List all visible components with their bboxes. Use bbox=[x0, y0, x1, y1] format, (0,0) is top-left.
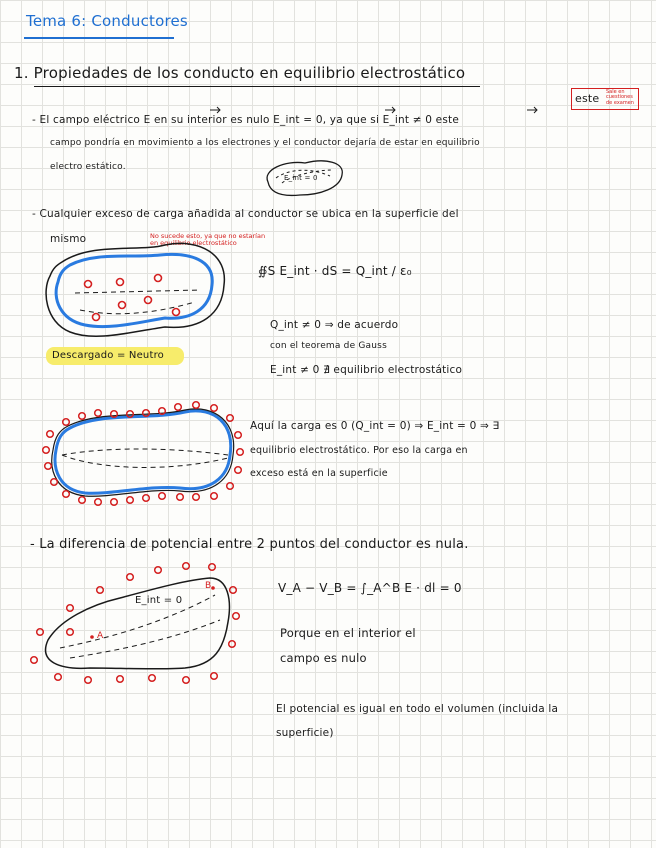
exam-note-tiny: Sale en cuestiones de examen bbox=[606, 89, 634, 106]
aqui-line1: Aquí la carga es 0 (Q_int = 0) ⇒ E_int = 0 ⇒ ∃ bbox=[250, 420, 500, 432]
porque-line2: campo es nulo bbox=[280, 651, 367, 665]
potencial-line2: superficie) bbox=[276, 727, 334, 739]
potencial-line1: El potencial es igual en todo el volumen (incluida la bbox=[276, 703, 559, 715]
conductor-outline-3 bbox=[46, 578, 230, 669]
gauss-q3: E_int ≠ 0 ∄ equilibrio electrostático bbox=[270, 364, 463, 376]
b1-line2: campo pondría en movimiento a los electrones y el conductor dejaría de estar en equilibrio bbox=[50, 138, 480, 148]
vector-arrow-icon bbox=[210, 107, 220, 113]
b2-red-note: No sucede esto, ya que no estarían en equilibrio electrostático bbox=[150, 232, 266, 247]
exam-note-word: este bbox=[575, 92, 600, 105]
section-heading: 1. Propiedades de los conducto en equilibrio electrostático bbox=[14, 64, 466, 82]
b2-line2: mismo bbox=[50, 233, 87, 245]
aqui-line2: equilibrio electrostático. Por eso la carga en bbox=[250, 445, 468, 456]
aqui-line3: exceso está en la superficie bbox=[250, 468, 388, 479]
gauss-law: ∯S E_int · dS = Q_int / ε₀ bbox=[258, 264, 412, 278]
point-a-label: A bbox=[97, 631, 104, 641]
b1-blob-label: E_int = 0 bbox=[284, 174, 318, 182]
gauss-q1: Q_int ≠ 0 ⇒ de acuerdo bbox=[270, 319, 399, 331]
vector-arrow-icon bbox=[527, 107, 537, 113]
b1-line1: - El campo eléctrico E en su interior es nulo E_int = 0, ya que si E_int ≠ 0 este bbox=[32, 114, 459, 126]
highlight-text: Descargado = Neutro bbox=[52, 350, 165, 361]
point-a-dot bbox=[90, 635, 94, 639]
b3-line1: - La diferencia de potencial entre 2 puntos del conductor es nula. bbox=[30, 537, 469, 552]
gauss-q2: con el teorema de Gauss bbox=[270, 341, 387, 351]
inside-charges bbox=[85, 275, 180, 321]
b2-line1: - Cualquier exceso de carga añadida al conductor se ubica en la superficie del bbox=[32, 208, 459, 220]
blue-boundary bbox=[56, 254, 212, 326]
b3-eint-label: E_int = 0 bbox=[135, 595, 183, 606]
point-b-dot bbox=[211, 586, 215, 590]
porque-line1: Porque en el interior el bbox=[280, 626, 416, 640]
point-b-label: B bbox=[205, 581, 212, 591]
page-title: Tema 6: Conductores bbox=[26, 12, 188, 30]
potential-eq: V_A − V_B = ∫_A^B E · dl = 0 bbox=[278, 581, 462, 595]
b1-line3: electro estático. bbox=[50, 162, 126, 172]
vector-arrow-icon bbox=[385, 107, 395, 113]
